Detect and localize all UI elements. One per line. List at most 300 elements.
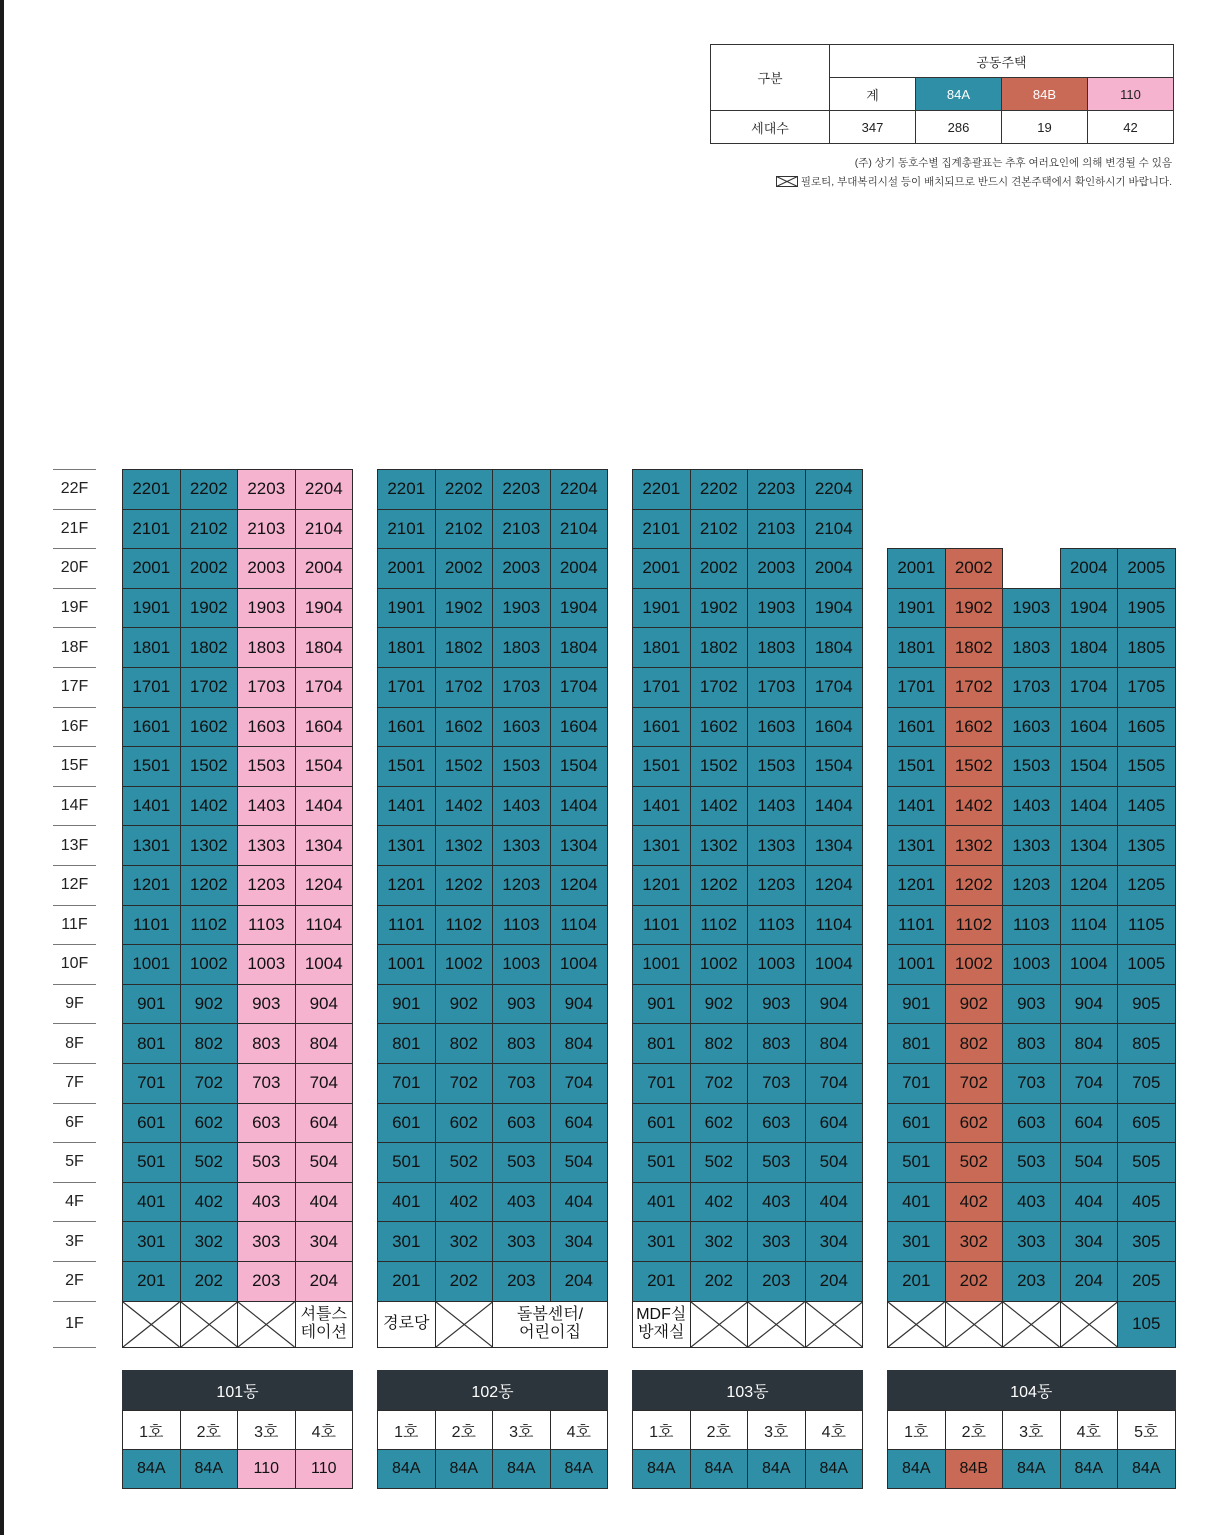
unit-cell: 504	[550, 1142, 609, 1183]
unit-cell: 404	[295, 1182, 354, 1223]
unit-cell: 1602	[180, 707, 239, 748]
unit-cell: 1104	[550, 905, 609, 946]
unit-cell: 502	[435, 1142, 494, 1183]
col-84a: 84A	[916, 78, 1002, 111]
note-line-2	[776, 174, 1172, 190]
unit-cell: 404	[550, 1182, 609, 1223]
unit-cell: 303	[492, 1221, 551, 1262]
unit-cell: 901	[632, 984, 691, 1025]
unit-cell: 201	[377, 1261, 436, 1302]
unit-cell: 2001	[632, 548, 691, 589]
ho-type: 84A	[180, 1449, 239, 1489]
unit-cell: 901	[122, 984, 181, 1025]
unit-cell: 1604	[805, 707, 864, 748]
unit-cell: 2005	[1117, 548, 1176, 589]
unit-cell: 1503	[237, 746, 296, 787]
unit-cell: 1504	[805, 746, 864, 787]
unit-cell: 1503	[1002, 746, 1061, 787]
unit-cell: 204	[550, 1261, 609, 1302]
unit-cell: 1005	[1117, 944, 1176, 985]
unit-cell: 604	[295, 1103, 354, 1144]
unit-cell: 1901	[887, 588, 946, 629]
unit-cell: 703	[1002, 1063, 1061, 1104]
unit-cell: 1501	[887, 746, 946, 787]
unit-cell: 802	[435, 1023, 494, 1064]
unit-cell: 2003	[492, 548, 551, 589]
unit-cell: 1603	[492, 707, 551, 748]
val-110: 42	[1088, 111, 1174, 144]
piloti-cross-icon	[122, 1301, 181, 1348]
unit-cell: 2001	[887, 548, 946, 589]
unit-cell: 1403	[237, 786, 296, 827]
unit-cell: 1001	[887, 944, 946, 985]
unit-cell: 1401	[632, 786, 691, 827]
ground-facility-label: 경로당	[377, 1301, 436, 1348]
unit-cell: 604	[1060, 1103, 1119, 1144]
unit-cell: 1604	[550, 707, 609, 748]
ho-type: 110	[295, 1449, 354, 1489]
unit-cell: 1804	[550, 627, 609, 668]
unit-cell: 705	[1117, 1063, 1176, 1104]
unit-cell: 304	[1060, 1221, 1119, 1262]
unit-cell: 1503	[747, 746, 806, 787]
unit-cell: 2003	[747, 548, 806, 589]
unit-cell: 2201	[122, 469, 181, 510]
ho-type: 110	[237, 1449, 296, 1489]
unit-cell: 404	[1060, 1182, 1119, 1223]
unit-cell: 1003	[237, 944, 296, 985]
floor-label: 1F	[53, 1301, 96, 1347]
unit-cell: 1303	[492, 825, 551, 866]
unit-cell: 1102	[690, 905, 749, 946]
unit-cell: 801	[887, 1023, 946, 1064]
header-category: 구분	[711, 45, 830, 111]
unit-cell: 305	[1117, 1221, 1176, 1262]
unit-cell: 1003	[747, 944, 806, 985]
unit-cell: 1901	[377, 588, 436, 629]
floor-label: 15F	[53, 746, 96, 786]
unit-cell: 301	[887, 1221, 946, 1262]
unit-cell: 1703	[492, 667, 551, 708]
unit-cell: 1204	[550, 865, 609, 906]
piloti-cross-icon	[887, 1301, 946, 1348]
unit-cell: 1802	[690, 627, 749, 668]
unit-cell: 603	[747, 1103, 806, 1144]
unit-cell: 804	[295, 1023, 354, 1064]
unit-cell: 502	[690, 1142, 749, 1183]
unit-cell: 2002	[945, 548, 1004, 589]
unit-cell: 1902	[180, 588, 239, 629]
unit-cell: 1902	[690, 588, 749, 629]
unit-cell: 1303	[1002, 825, 1061, 866]
unit-cell: 1304	[1060, 825, 1119, 866]
unit-cell: 203	[237, 1261, 296, 1302]
header-group: 공동주택	[830, 45, 1174, 78]
unit-cell: 403	[747, 1182, 806, 1223]
row-label: 세대수	[711, 111, 830, 144]
ground-facility-label: 셔틀스 테이션	[295, 1301, 354, 1348]
ho-type: 84A	[550, 1449, 609, 1489]
unit-cell: 1302	[180, 825, 239, 866]
piloti-cross-icon	[435, 1301, 494, 1348]
unit-cell: 1503	[492, 746, 551, 787]
unit-cell: 2204	[295, 469, 354, 510]
unit-cell: 203	[1002, 1261, 1061, 1302]
unit-cell: 1104	[805, 905, 864, 946]
unit-cell: 903	[747, 984, 806, 1025]
unit-cell: 1302	[945, 825, 1004, 866]
unit-cell: 2201	[632, 469, 691, 510]
unit-cell: 1703	[747, 667, 806, 708]
unit-cell: 1401	[122, 786, 181, 827]
unit-cell: 801	[122, 1023, 181, 1064]
unit-cell: 1904	[295, 588, 354, 629]
unit-cell: 1801	[887, 627, 946, 668]
unit-cell: 2103	[492, 509, 551, 550]
unit-cell: 304	[805, 1221, 864, 1262]
unit-cell: 704	[1060, 1063, 1119, 1104]
unit-cell: 1803	[237, 627, 296, 668]
unit-cell: 1205	[1117, 865, 1176, 906]
unit-cell: 403	[1002, 1182, 1061, 1223]
unit-cell: 1301	[887, 825, 946, 866]
unit-cell: 402	[690, 1182, 749, 1223]
unit-cell: 1603	[747, 707, 806, 748]
unit-cell: 1802	[945, 627, 1004, 668]
unit-cell: 903	[492, 984, 551, 1025]
unit-cell: 203	[492, 1261, 551, 1302]
val-84b: 19	[1002, 111, 1088, 144]
unit-cell: 701	[377, 1063, 436, 1104]
unit-cell: 1001	[632, 944, 691, 985]
unit-cell: 2203	[237, 469, 296, 510]
col-110: 110	[1088, 78, 1174, 111]
unit-cell: 503	[492, 1142, 551, 1183]
unit-cell: 1702	[180, 667, 239, 708]
unit-cell: 1002	[945, 944, 1004, 985]
unit-cell: 404	[805, 1182, 864, 1223]
unit-cell: 903	[1002, 984, 1061, 1025]
floor-label: 4F	[53, 1182, 96, 1222]
unit-cell: 1902	[435, 588, 494, 629]
piloti-cross-icon	[805, 1301, 864, 1348]
unit-cell: 1204	[1060, 865, 1119, 906]
unit-cell: 903	[237, 984, 296, 1025]
unit-cell: 1604	[1060, 707, 1119, 748]
unit-cell: 2001	[377, 548, 436, 589]
unit-cell: 1003	[492, 944, 551, 985]
unit-cell: 201	[632, 1261, 691, 1302]
unit-cell: 2101	[377, 509, 436, 550]
unit-cell: 1404	[550, 786, 609, 827]
unit-cell: 901	[377, 984, 436, 1025]
unit-cell: 2004	[295, 548, 354, 589]
unit-cell: 303	[237, 1221, 296, 1262]
unit-cell: 1202	[945, 865, 1004, 906]
unit-cell: 1704	[295, 667, 354, 708]
ho-label: 3호	[492, 1410, 551, 1450]
unit-cell: 2101	[632, 509, 691, 550]
unit-cell: 1903	[747, 588, 806, 629]
unit-cell: 1004	[1060, 944, 1119, 985]
unit-cell: 502	[180, 1142, 239, 1183]
unit-cell: 704	[295, 1063, 354, 1104]
piloti-cross-icon	[237, 1301, 296, 1348]
unit-cell: 301	[122, 1221, 181, 1262]
unit-cell: 904	[805, 984, 864, 1025]
piloti-cross-icon	[180, 1301, 239, 1348]
unit-cell: 1102	[945, 905, 1004, 946]
unit-cell: 1801	[632, 627, 691, 668]
unit-cell: 1104	[295, 905, 354, 946]
unit-cell: 2004	[805, 548, 864, 589]
unit-cell: 2203	[492, 469, 551, 510]
unit-cell: 501	[122, 1142, 181, 1183]
unit-cell: 1802	[435, 627, 494, 668]
unit-cell: 1704	[805, 667, 864, 708]
unit-cell: 2001	[122, 548, 181, 589]
unit-cell: 802	[690, 1023, 749, 1064]
ho-type: 84A	[887, 1449, 946, 1489]
floor-label: 9F	[53, 984, 96, 1024]
unit-cell: 1604	[295, 707, 354, 748]
unit-cell: 602	[690, 1103, 749, 1144]
unit-cell: 905	[1117, 984, 1176, 1025]
unit-cell: 1003	[1002, 944, 1061, 985]
unit-cell: 2004	[1060, 548, 1119, 589]
unit-cell: 1703	[237, 667, 296, 708]
unit-cell: 1804	[1060, 627, 1119, 668]
ho-type: 84A	[435, 1449, 494, 1489]
unit-cell: 1702	[690, 667, 749, 708]
unit-cell: 1701	[122, 667, 181, 708]
unit-cell: 302	[690, 1221, 749, 1262]
ho-label: 1호	[122, 1410, 181, 1450]
unit-cell: 1404	[805, 786, 864, 827]
unit-cell: 1101	[377, 905, 436, 946]
unit-cell: 2004	[550, 548, 609, 589]
ho-label: 3호	[237, 1410, 296, 1450]
unit-cell: 1602	[945, 707, 1004, 748]
unit-cell: 2002	[435, 548, 494, 589]
floor-label-bottom-line	[53, 1347, 96, 1348]
ho-type: 84A	[805, 1449, 864, 1489]
unit-cell: 202	[690, 1261, 749, 1302]
unit-cell: 1702	[945, 667, 1004, 708]
unit-cell: 1904	[805, 588, 864, 629]
unit-cell: 502	[945, 1142, 1004, 1183]
unit-cell: 301	[632, 1221, 691, 1262]
ho-label: 1호	[377, 1410, 436, 1450]
ho-type: 84A	[122, 1449, 181, 1489]
unit-cell: 402	[435, 1182, 494, 1223]
building-name: 103동	[632, 1370, 863, 1410]
unit-cell: 1105	[1117, 905, 1176, 946]
unit-cell: 1202	[690, 865, 749, 906]
unit-cell: 402	[180, 1182, 239, 1223]
unit-cell: 402	[945, 1182, 1004, 1223]
unit-cell: 1704	[1060, 667, 1119, 708]
ho-type: 84B	[945, 1449, 1004, 1489]
unit-cell: 2202	[435, 469, 494, 510]
floor-label: 19F	[53, 588, 96, 628]
unit-cell: 1505	[1117, 746, 1176, 787]
ho-type: 84A	[1002, 1449, 1061, 1489]
unit-cell: 1903	[1002, 588, 1061, 629]
unit-cell: 1201	[122, 865, 181, 906]
unit-cell: 1504	[295, 746, 354, 787]
unit-cell: 1301	[632, 825, 691, 866]
unit-cell: 1305	[1117, 825, 1176, 866]
unit-cell: 1902	[945, 588, 1004, 629]
unit-cell: 403	[492, 1182, 551, 1223]
unit-cell: 1703	[1002, 667, 1061, 708]
unit-cell: 105	[1117, 1301, 1176, 1348]
unit-cell: 1201	[632, 865, 691, 906]
unit-cell: 604	[805, 1103, 864, 1144]
unit-cell: 1202	[180, 865, 239, 906]
unit-cell: 301	[377, 1221, 436, 1262]
floor-label: 14F	[53, 786, 96, 826]
unit-cell: 401	[632, 1182, 691, 1223]
unit-cell: 1104	[1060, 905, 1119, 946]
unit-cell: 204	[805, 1261, 864, 1302]
unit-cell: 803	[747, 1023, 806, 1064]
unit-cell: 1302	[690, 825, 749, 866]
unit-cell: 1103	[237, 905, 296, 946]
floor-label: 18F	[53, 627, 96, 667]
unit-cell: 1402	[690, 786, 749, 827]
unit-cell: 1901	[632, 588, 691, 629]
unit-cell: 1405	[1117, 786, 1176, 827]
piloti-cross-icon	[1060, 1301, 1119, 1348]
unit-cell: 1204	[295, 865, 354, 906]
unit-cell: 902	[945, 984, 1004, 1025]
unit-cell: 501	[887, 1142, 946, 1183]
unit-cell: 1404	[295, 786, 354, 827]
unit-cell: 302	[945, 1221, 1004, 1262]
unit-cell: 1904	[1060, 588, 1119, 629]
unit-cell: 2103	[747, 509, 806, 550]
unit-cell: 1705	[1117, 667, 1176, 708]
unit-cell: 1701	[632, 667, 691, 708]
unit-cell: 1502	[435, 746, 494, 787]
unit-cell: 302	[435, 1221, 494, 1262]
unit-cell: 1204	[805, 865, 864, 906]
unit-cell: 1103	[1002, 905, 1061, 946]
unit-cell: 1304	[295, 825, 354, 866]
floor-label: 22F	[53, 469, 96, 509]
unit-cell: 1002	[690, 944, 749, 985]
unit-cell: 1401	[887, 786, 946, 827]
unit-cell: 1601	[377, 707, 436, 748]
unit-cell: 501	[632, 1142, 691, 1183]
unit-cell: 801	[632, 1023, 691, 1064]
ho-label: 4호	[1060, 1410, 1119, 1450]
unit-cell: 205	[1117, 1261, 1176, 1302]
unit-cell: 2102	[180, 509, 239, 550]
unit-cell: 202	[945, 1261, 1004, 1302]
unit-cell: 1304	[550, 825, 609, 866]
unit-cell: 302	[180, 1221, 239, 1262]
unit-cell: 1101	[122, 905, 181, 946]
ho-type: 84A	[377, 1449, 436, 1489]
ho-type: 84A	[632, 1449, 691, 1489]
floor-label: 21F	[53, 509, 96, 549]
unit-cell: 2202	[690, 469, 749, 510]
unit-cell: 1301	[377, 825, 436, 866]
unit-cell: 2003	[237, 548, 296, 589]
ho-label: 2호	[690, 1410, 749, 1450]
col-84b: 84B	[1002, 78, 1088, 111]
unit-cell: 904	[1060, 984, 1119, 1025]
unit-cell: 1002	[180, 944, 239, 985]
floor-label: 7F	[53, 1063, 96, 1103]
unit-cell: 1502	[690, 746, 749, 787]
unit-cell: 2201	[377, 469, 436, 510]
unit-cell: 401	[122, 1182, 181, 1223]
unit-cell: 1702	[435, 667, 494, 708]
unit-cell: 1101	[632, 905, 691, 946]
unit-cell: 204	[1060, 1261, 1119, 1302]
unit-cell: 805	[1117, 1023, 1176, 1064]
piloti-cross-icon	[1002, 1301, 1061, 1348]
unit-cell: 2101	[122, 509, 181, 550]
unit-cell: 902	[690, 984, 749, 1025]
unit-cell: 703	[492, 1063, 551, 1104]
unit-cell: 1101	[887, 905, 946, 946]
unit-cell: 602	[945, 1103, 1004, 1144]
unit-cell: 1203	[747, 865, 806, 906]
unit-cell: 403	[237, 1182, 296, 1223]
unit-cell: 504	[295, 1142, 354, 1183]
floor-label: 17F	[53, 667, 96, 707]
unit-cell: 1302	[435, 825, 494, 866]
unit-cell: 1603	[237, 707, 296, 748]
unit-cell: 501	[377, 1142, 436, 1183]
unit-cell: 1202	[435, 865, 494, 906]
unit-cell: 1504	[1060, 746, 1119, 787]
unit-cell: 1203	[1002, 865, 1061, 906]
unit-cell: 801	[377, 1023, 436, 1064]
floor-label: 10F	[53, 944, 96, 984]
unit-cell: 703	[237, 1063, 296, 1104]
unit-cell: 702	[435, 1063, 494, 1104]
unit-cell: 1903	[237, 588, 296, 629]
unit-cell: 603	[237, 1103, 296, 1144]
unit-cell: 804	[805, 1023, 864, 1064]
unit-cell: 1303	[747, 825, 806, 866]
unit-cell: 904	[550, 984, 609, 1025]
unit-cell: 702	[945, 1063, 1004, 1104]
unit-cell: 1402	[945, 786, 1004, 827]
unit-cell: 1403	[747, 786, 806, 827]
ho-label: 2호	[435, 1410, 494, 1450]
unit-cell: 1801	[377, 627, 436, 668]
unit-cell: 1905	[1117, 588, 1176, 629]
unit-cell: 505	[1117, 1142, 1176, 1183]
unit-cell: 1704	[550, 667, 609, 708]
unit-cell: 504	[1060, 1142, 1119, 1183]
ho-label: 3호	[1002, 1410, 1061, 1450]
unit-cell: 603	[1002, 1103, 1061, 1144]
unit-cell: 1805	[1117, 627, 1176, 668]
unit-cell: 2204	[550, 469, 609, 510]
ho-type: 84A	[1060, 1449, 1119, 1489]
unit-cell: 804	[1060, 1023, 1119, 1064]
ho-label: 2호	[945, 1410, 1004, 1450]
ground-facility-label: 돌봄센터/ 어린이집	[492, 1301, 608, 1348]
